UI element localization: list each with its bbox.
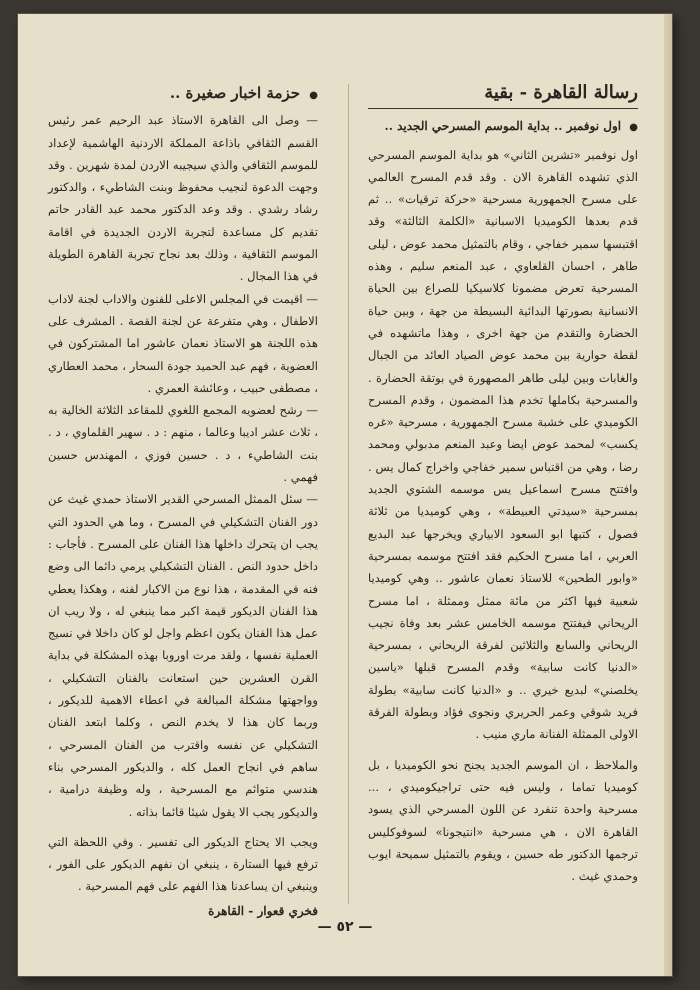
- season-subhead: [368, 115, 638, 139]
- author-signature: فخري قعوار - القاهرة: [208, 903, 318, 918]
- cairo-letter-column: [368, 82, 638, 887]
- title-rule: [368, 108, 638, 109]
- news-item-5: ويجب الا يحتاج الديكور الى تفسير . وفي اللحظة التي ترفع فيها الستارة ، ينبغي ان نفهم الديكور على الفور ، وينبغي ان يساعدنا هذا الفهم على فهم المسرحية .: [48, 834, 318, 894]
- bullet-icon: ●: [309, 90, 318, 101]
- news-item-1: — وصل الى القاهرة الاستاذ عبد الرحيم عمر رئيس القسم الثقافي باذاعة المملكة الاردنية الهاشمية لإعداد للموسم الثقافي والذي سيجيبه الاردن لمدة شهرين . وقد وجهت الدعوة لنجيب محفوظ وبنت الشاطيء ، والدكتور رشاد رشدي . وقد وعد الدكتور محمد عبد القادر حاتم تقديم كل مساعدة لتجربة الاردن الجديدة في اقامة الموسم الثقافية ، وذلك بعد نجاح تجربة القاهرة الطويلة في هذا المجال .: [48, 113, 318, 284]
- season-subhead-text: اول نوفمبر .. بداية الموسم المسرحي الجديد ..: [384, 119, 622, 134]
- bullet-icon: ●: [629, 122, 638, 134]
- news-column: [48, 82, 318, 922]
- column-divider: [348, 84, 349, 904]
- magazine-page: [18, 14, 672, 976]
- page-number: — ٥٢ —: [317, 919, 373, 935]
- page-edge: [664, 14, 672, 976]
- news-item-2: — اقيمت في المجلس الاعلى للفنون والاداب لجنة لاداب الاطفال ، وهي متفرعة عن لجنة القصة . المشرف على هذه اللجنة هو الاستاذ نعمان عاشور اما المشتركون في العضوية ، فهم عبد الحميد جودة السحار ، محمد العطاري ، مصطفى حبيب ، وعائشة العمري .: [48, 291, 318, 395]
- season-paragraph-2: والملاحظ ، ان الموسم الجديد يجنح نحو الكوميديا ، بل كوميديا تماما ، وليس فيه حتى تراجيكوميدي ، ... مسرحية واحدة تنفرد عن اللون المسرحي الذي يسود القاهرة الان ، هي مسرحية «انتيجونا» لسوفوكليس ترجمها الدكتور طه حسين ، ويقوم بالتمثيل سميحة ايوب وحمدي غيث .: [368, 757, 638, 884]
- cairo-letter-title: رسالة القاهرة - بقية: [484, 82, 638, 103]
- season-paragraph-1: اول نوفمبر «تشرين الثاني» هو بداية الموسم المسرحي الذي تشهده القاهرة الان . وقد قدم المسرح العالمي على مسرح الجمهورية مسرحية «حركة ترقيات» .. ثم قدم بعدها الكوميديا الاسبانية «الكلمة الثالثة» وقد اقتبسها سمير خفاجي ، وقام بالتمثيل محمد عوض ، ليلى طاهر ، احسان القلعاوي ، عبد المنعم سليم ، وهذه المسرحية تعرض مضمونا كلاسيكيا للصراع بين الحياة الانسانية بصورتها البدائية البسيطة من جهة ، وبين حياة الحضارة والتقدم من جهة اخرى ، وهذا ماتشهده في لقطة حوارية بين محمد عوض الصياد العائد من الجبال والغابات وبين ليلى طاهر المصهورة في بوتقة الحضارة . والمسرحية بكاملها تخدم هذا المضمون ، وقدم المسرح الكوميدي على خشبة مسرح الجمهورية ، مسرحية «غره يكسب» لمحمد عوض ايضا وعبد المنعم مدبولي ومحمد رضا ، وهي من اقتباس سمير خفاجي واخراج كمال يس . وافتتح مسرح اسماعيل يس موسمه الشتوي الجديد بمسرحية «سيدتي العبيطة» ، وهي كوميديا من ثلاثة فصول ، كتبها ابو السعود الابياري ويخرجها عبد البديع العربي ، اما مسرح الحكيم فقد افتتح موسمه بمسرحية «وابور الطحين» للاستاذ نعمان عاشور .. وهي كوميديا شعبية فيها اكثر من مائة ممثل وممثلة ، اما مسرح الريحاني فيفتتح موسمه الخامس عشر بعد وفاة نجيب الريحاني والسابع والثلاثين لفرقة الريحاني ، بمسرحية «الدنيا كانت سابية» وقدم المسرح قبلها «ياسين يخلصني» لبديع خيري .. و «الدنيا كانت سابية» بطولة فريد شوقي وعمر الحريري ونجوى فؤاد وبطولة الفرقة الاولى الممثلة الفنانة ماري منيب .: [368, 147, 638, 742]
- news-title: [48, 82, 318, 109]
- news-title-text: حزمة اخبار صغيرة ..: [169, 84, 301, 102]
- news-item-4: — سئل الممثل المسرحي القدير الاستاذ حمدي غيث عن دور الفنان التشكيلي في المسرح ، وما هي الحدود التي يجب ان يتحرك داخلها هذا الفنان على المسرح . فأجاب : داخل حدود النص . الفنان التشكيلي يرمي دائما الى وضع فنه في المقدمة ، هذا نوع من الاكبار لفنه ، وهكذا يعطي هذا الفنان الديكور قيمة اكبر مما ينبغي له ، ولا ريب ان عمل هذا الفنان يكون اعظم واجل لو كان داخلا في نسيج العملية نفسها ، ولقد مرت اوروبا بهذه المشكلة في بداية القرن العشرين حين استعانت بالفنان التشكيلي ، وواجهتها مشكلة المبالغة في اعطاء الاهمية للديكور ، وربما كان هذا لا يخدم النص ، وكلما ابتعد الفنان التشكيلي عن نفسه واقترب من الفنان المسرحي ، ساهم في انجاح العمل كله ، والديكور المسرحي بناء هندسي متوائم مع المسرحية ، وله وظيفة درامية ، والديكور يجب الا يقول شيئا قائما بذاته .: [48, 492, 318, 819]
- news-item-3: — رشح لعضويه المجمع اللغوي للمقاعد الثلاثة الخالية به ، ثلاث عشر اديبا وعالما ، منهم : د . سهير القلماوي ، د . بنت الشاطيء ، د . حسين فوزي ، المهندس حسين فهمي .: [48, 403, 318, 485]
